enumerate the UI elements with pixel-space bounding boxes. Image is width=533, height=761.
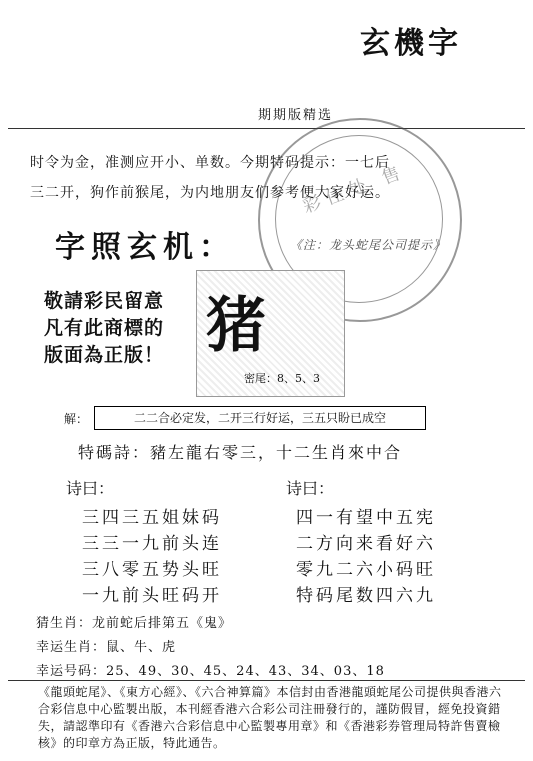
zodiac-guess: 猜生肖：龙前蛇后排第五《鬼》: [36, 616, 233, 631]
poem-line: 三三一九前头连: [82, 534, 222, 554]
lucky-zodiac: 幸运生肖：鼠、牛、虎: [36, 640, 177, 655]
answer-box: 二二合必定发，二开三行好运，三五只盼已成空: [94, 406, 426, 430]
warning-line-3: 版面為正版！: [44, 344, 165, 366]
poem-line: 三八零五势头旺: [82, 560, 222, 580]
seal-stamp: 彩住处 售: [300, 161, 409, 218]
section-heading: 字照玄机：: [55, 230, 235, 265]
poem-line: 一九前头旺码开: [82, 586, 222, 606]
company-note: 《注：龙头蛇尾公司提示》: [290, 238, 447, 252]
puzzle-character: 猪: [206, 291, 266, 361]
intro-line-2: 三二开，狗作前猴尾，为内地朋友们参考便大家好运。: [30, 185, 390, 201]
poem-line: 零九二六小码旺: [296, 560, 436, 580]
answer-label: 解：: [64, 412, 89, 426]
poem-line: 四一有望中五宪: [296, 508, 436, 528]
poem-title: 诗曰：: [286, 479, 335, 498]
intro-line-1: 时令为金，准测应开小、单数。今期特码提示：一七后: [30, 155, 390, 171]
warning-line-1: 敬請彩民留意: [44, 290, 165, 312]
divider: [8, 128, 525, 129]
poem-line: 二方向来看好六: [296, 534, 436, 554]
intro-text: [30, 148, 510, 208]
authenticity-warning: [44, 288, 164, 369]
puzzle-hint: 密尾：8、5、3: [244, 372, 320, 385]
poem-title: 诗曰：: [66, 479, 115, 498]
footer-notice: 《龍頭蛇尾》、《東方心經》、《六合神算篇》本信封由香港龍頭蛇尾公司提供與香港六合彩信息中心監製出版，本刊經香港六合彩公司注冊發行的，謹防假冒，經免投資錯失，請認準印有《香港六合彩信息中心監製專用章》和《香港彩券管理局特許售賣檢核》的印章方為正版，特此通告。: [38, 685, 502, 750]
poem-left: [66, 476, 222, 609]
poem-line: 特码尾数四六九: [296, 586, 436, 606]
lucky-numbers: 幸运号码：25、49、30、45、24、43、34、03、18: [36, 664, 385, 679]
page-title: 玄機字: [360, 26, 462, 61]
poem-right: [286, 476, 436, 609]
warning-line-2: 凡有此商標的: [44, 317, 165, 339]
special-verse: 特碼詩：豬左龍右零三，十二生肖來中合: [78, 443, 403, 462]
poem-line: 三四三五姐妹码: [82, 508, 222, 528]
page-subtitle: 期期版精选: [258, 108, 334, 123]
